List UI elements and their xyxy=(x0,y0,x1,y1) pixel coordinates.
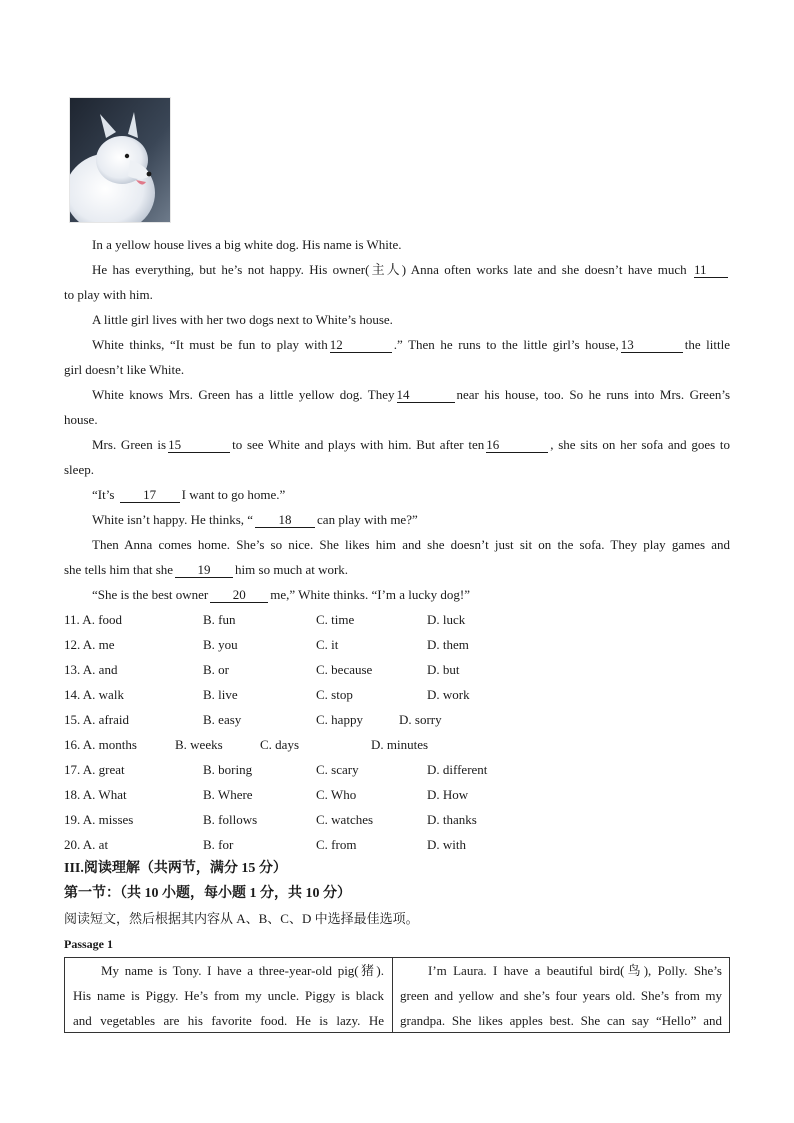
table-cell-left xyxy=(73,958,384,1033)
para-5-text-a: White knows Mrs. Green has a little yellow dog. They xyxy=(92,387,395,402)
para-1 xyxy=(64,232,730,257)
para-2-line-2 xyxy=(64,282,730,307)
blank-13: 13 xyxy=(621,337,683,353)
option-15-b: B. easy xyxy=(203,712,242,727)
para-2-text-a: He has everything, but he’s not happy. His owner(主人) Anna often works late and she doesn’t have much xyxy=(92,262,687,277)
option-14-c: C. stop xyxy=(316,687,353,702)
option-18-c: C. Who xyxy=(316,787,357,802)
para-7-text-b: I want to go home.” xyxy=(181,487,286,502)
para-4-line-2 xyxy=(64,357,730,382)
right-line-2: green and yellow and she’s four years old. She’s from my xyxy=(400,988,722,1003)
option-row-13 xyxy=(64,657,730,682)
table-cell-right xyxy=(400,958,722,1033)
option-14-a: 14. A. walk xyxy=(64,687,124,702)
para-5-line-2 xyxy=(64,407,730,432)
option-11-d: D. luck xyxy=(427,612,466,627)
para-8-text-a: White isn’t happy. He thinks, “ xyxy=(92,512,254,527)
para-10 xyxy=(64,582,730,607)
option-12-c: C. it xyxy=(316,637,339,652)
option-row-14 xyxy=(64,682,730,707)
blank-20: 20 xyxy=(210,587,268,603)
dog-image xyxy=(70,98,170,222)
option-18-d: D. How xyxy=(427,787,469,802)
blank-18: 18 xyxy=(255,512,315,528)
option-12-a: 12. A. me xyxy=(64,637,115,652)
para-9-line-2 xyxy=(64,557,730,582)
option-17-d: D. different xyxy=(427,762,488,777)
left-line-2: His name is Piggy. He’s from my uncle. Piggy is black xyxy=(73,988,384,1003)
para-5-text-c: house. xyxy=(64,412,98,427)
option-15-a: 15. A. afraid xyxy=(64,712,129,727)
option-19-a: 19. A. misses xyxy=(64,812,134,827)
option-11-a: 11. A. food xyxy=(64,612,123,627)
blank-11: 11 xyxy=(694,262,728,278)
option-16-c: C. days xyxy=(260,737,299,752)
para-6-text-d: sleep. xyxy=(64,462,94,477)
option-12-d: D. them xyxy=(427,637,469,652)
para-4-text-d: girl doesn’t like White. xyxy=(64,362,185,377)
option-17-b: B. boring xyxy=(203,762,253,777)
para-9-text-b: she tells him that she xyxy=(64,562,174,577)
option-18-a: 18. A. What xyxy=(64,787,127,802)
option-13-d: D. but xyxy=(427,662,460,677)
option-13-b: B. or xyxy=(203,662,229,677)
para-1-text: In a yellow house lives a big white dog. His name is White. xyxy=(92,237,402,252)
para-6-line-2 xyxy=(64,457,730,482)
left-line-3: and vegetables are his favorite food. He is lazy. He xyxy=(73,1013,384,1028)
option-12-b: B. you xyxy=(203,637,238,652)
option-row-18 xyxy=(64,782,730,807)
para-4-text-b: .” Then he runs to the little girl’s house, xyxy=(393,337,619,352)
para-10-text-a: “She is the best owner xyxy=(92,587,209,602)
option-20-c: C. from xyxy=(316,837,357,852)
option-19-b: B. follows xyxy=(203,812,258,827)
option-19-d: D. thanks xyxy=(427,812,477,827)
para-6-text-a: Mrs. Green is xyxy=(92,437,167,452)
para-2-line-1 xyxy=(64,257,730,282)
option-row-11 xyxy=(64,607,730,632)
para-5-line-1 xyxy=(64,382,730,407)
para-5-text-b: near his house, too. So he runs into Mrs. Green’s xyxy=(456,387,731,402)
white-dog-photo xyxy=(69,97,171,223)
para-7-text-a: “It’s xyxy=(92,487,115,502)
section-part-1: 第一节：（共 10 小题，每小题 1 分，共 10 分） xyxy=(64,886,351,901)
para-8-text-b: can play with me?” xyxy=(317,512,418,527)
option-16-d: D. minutes xyxy=(371,737,429,752)
option-row-15 xyxy=(64,707,730,732)
option-row-20 xyxy=(64,832,730,857)
section-instruction: 阅读短文，然后根据其内容从 A、B、C、D 中选择最佳选项。 xyxy=(64,911,419,926)
option-17-c: C. scary xyxy=(316,762,359,777)
option-13-c: C. because xyxy=(316,662,373,677)
para-4-text-a: White thinks, “It must be fun to play with xyxy=(92,337,328,352)
para-6-line-1 xyxy=(64,432,730,457)
option-16-a: 16. A. months xyxy=(64,737,137,752)
section-title: III.阅读理解（共两节，满分 15 分） xyxy=(64,861,287,876)
blank-17: 17 xyxy=(120,487,180,503)
option-row-19 xyxy=(64,807,730,832)
para-3-text: A little girl lives with her two dogs next to White’s house. xyxy=(92,312,393,327)
option-17-a: 17. A. great xyxy=(64,762,125,777)
table-divider xyxy=(392,958,393,1032)
option-13-a: 13. A. and xyxy=(64,662,118,677)
option-20-d: D. with xyxy=(427,837,466,852)
passage-label: Passage 1 xyxy=(64,937,113,951)
para-6-text-c: , she sits on her sofa and goes to xyxy=(550,437,730,452)
blank-12: 12 xyxy=(330,337,392,353)
para-2-text-b: to play with him. xyxy=(64,287,153,302)
para-4-line-1 xyxy=(64,332,730,357)
option-15-d: D. sorry xyxy=(399,712,442,727)
para-7 xyxy=(64,482,730,507)
para-10-text-b: me,” White thinks. “I’m a lucky dog!” xyxy=(270,587,471,602)
option-14-b: B. live xyxy=(203,687,238,702)
option-20-a: 20. A. at xyxy=(64,837,109,852)
option-16-b: B. weeks xyxy=(175,737,223,752)
para-4-text-c: the little xyxy=(684,337,731,352)
option-row-17 xyxy=(64,757,730,782)
option-15-c: C. happy xyxy=(316,712,363,727)
option-row-12 xyxy=(64,632,730,657)
option-18-b: B. Where xyxy=(203,787,253,802)
blank-14: 14 xyxy=(397,387,455,403)
blank-15: 15 xyxy=(168,437,230,453)
right-line-1: I’m Laura. I have a beautiful bird(鸟), Polly. She’s xyxy=(428,963,722,978)
option-20-b: B. for xyxy=(203,837,234,852)
para-9-line-1 xyxy=(64,532,730,557)
passage-table xyxy=(64,957,730,1033)
blank-16: 16 xyxy=(486,437,548,453)
left-line-1: My name is Tony. I have a three-year-old pig(猪). xyxy=(101,963,384,978)
option-19-c: C. watches xyxy=(316,812,374,827)
right-line-3: grandpa. She likes apples best. She can say “Hello” and xyxy=(400,1013,722,1028)
para-8 xyxy=(64,507,730,532)
option-row-16 xyxy=(64,732,730,757)
option-14-d: D. work xyxy=(427,687,470,702)
para-9-text-c: him so much at work. xyxy=(235,562,349,577)
blank-19: 19 xyxy=(175,562,233,578)
para-6-text-b: to see White and plays with him. But after ten xyxy=(232,437,485,452)
para-9-text-a: Then Anna comes home. She’s so nice. She likes him and she doesn’t just sit on the sofa. They play games and xyxy=(92,537,730,552)
option-11-c: C. time xyxy=(316,612,355,627)
option-11-b: B. fun xyxy=(203,612,236,627)
para-3 xyxy=(64,307,730,332)
